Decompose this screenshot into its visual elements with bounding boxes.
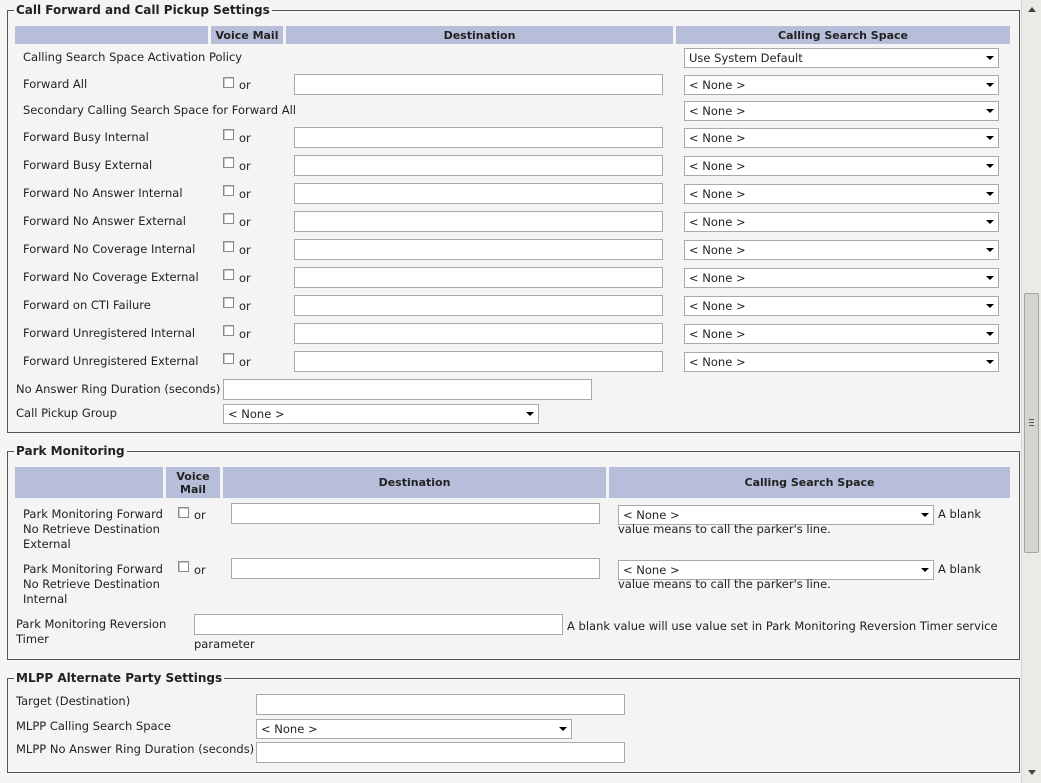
or-text: or (239, 355, 251, 369)
mlpp-ring-duration-label: MLPP No Answer Ring Duration (seconds) (16, 742, 255, 756)
or-text: or (239, 131, 251, 145)
activation-policy-select[interactable] (684, 48, 999, 68)
grip-line (1029, 419, 1034, 420)
css-select-forward-no-answer-internal[interactable] (684, 184, 999, 204)
css-select-forward-no-answer-external[interactable] (684, 212, 999, 232)
destination-input-forward-unregistered-external[interactable] (294, 351, 663, 372)
or-text: or (194, 563, 206, 577)
pickup-group-select[interactable] (223, 404, 539, 424)
row-label-forward-unregistered-external: Forward Unregistered External (23, 354, 199, 368)
css-value: < None > (689, 299, 746, 313)
pm-timer-label: Park Monitoring Reversion Timer (16, 617, 167, 646)
call-forward-legend: Call Forward and Call Pickup Settings (16, 3, 270, 17)
row-label-forward-busy-external: Forward Busy External (23, 158, 153, 172)
css-select-forward-unregistered-external[interactable] (684, 352, 999, 372)
arrow-down-icon (1024, 764, 1040, 780)
css-value: < None > (623, 508, 680, 522)
row-label-forward-cti-failure: Forward on CTI Failure (23, 298, 151, 312)
chevron-down-icon (986, 220, 994, 224)
pm-header-spacer (15, 467, 163, 498)
chevron-down-icon (986, 360, 994, 364)
scrollbar-thumb[interactable] (1024, 293, 1039, 553)
css-select-forward-unregistered-internal[interactable] (684, 324, 999, 344)
destination-input-forward-no-answer-external[interactable] (294, 211, 663, 232)
voicemail-checkbox-forward-busy-internal[interactable] (223, 129, 234, 140)
row-label-forward-unregistered-internal: Forward Unregistered Internal (23, 326, 196, 340)
mlpp-css-label: MLPP Calling Search Space (16, 719, 171, 733)
chevron-down-icon (526, 412, 534, 416)
ring-duration-label: No Answer Ring Duration (seconds) (16, 382, 221, 396)
pm-note-internal: A blank value means to call the parker's line. (618, 562, 982, 591)
or-text: or (239, 78, 251, 92)
chevron-down-icon (986, 56, 994, 60)
css-select-forward-cti-failure[interactable] (684, 296, 999, 316)
grip-line (1029, 425, 1034, 426)
pickup-group-value: < None > (228, 407, 285, 421)
header-voice-mail: Voice Mail (211, 26, 283, 44)
css-value: < None > (689, 104, 746, 118)
row-label-secondary-css: Secondary Calling Search Space for Forward All (23, 103, 296, 117)
pm-header-voice-mail: Voice Mail (166, 467, 220, 498)
voicemail-checkbox-forward-unregistered-external[interactable] (223, 353, 234, 364)
or-text: or (239, 243, 251, 257)
pm-timer-note: A blank value will use value set in Park Monitoring Reversion Timer service parameter (194, 619, 998, 651)
css-value: < None > (689, 355, 746, 369)
mlpp-target-label: Target (Destination) (16, 694, 131, 708)
chevron-down-icon (986, 304, 994, 308)
pm-voicemail-checkbox-external[interactable] (178, 507, 189, 518)
header-calling-search-space: Calling Search Space (676, 26, 1010, 44)
css-select-secondary[interactable] (684, 101, 999, 121)
css-value: < None > (689, 159, 746, 173)
row-label-forward-no-answer-external: Forward No Answer External (23, 214, 186, 228)
park-monitoring-legend: Park Monitoring (16, 444, 125, 458)
or-text: or (239, 327, 251, 341)
mlpp-css-select[interactable] (256, 719, 572, 739)
voicemail-checkbox-forward-cti-failure[interactable] (223, 297, 234, 308)
destination-input-forward-busy-external[interactable] (294, 155, 663, 176)
grip-line (1029, 422, 1034, 423)
mlpp-target-input[interactable] (256, 694, 625, 715)
or-text: or (194, 508, 206, 522)
or-text: or (239, 187, 251, 201)
destination-input-forward-no-coverage-internal[interactable] (294, 239, 663, 260)
destination-input-forward-unregistered-internal[interactable] (294, 323, 663, 344)
header-destination: Destination (286, 26, 673, 44)
pm-header-destination: Destination (223, 467, 606, 498)
voicemail-checkbox-forward-unregistered-internal[interactable] (223, 325, 234, 336)
css-select-forward-busy-external[interactable] (684, 156, 999, 176)
chevron-down-icon (986, 276, 994, 280)
pickup-group-label: Call Pickup Group (16, 406, 117, 420)
row-label-forward-no-coverage-external: Forward No Coverage External (23, 270, 199, 284)
pm-row-label-external: Park Monitoring Forward No Retrieve Destination External (23, 507, 163, 551)
css-select-forward-busy-internal[interactable] (684, 128, 999, 148)
css-value: < None > (689, 187, 746, 201)
css-value: < None > (689, 243, 746, 257)
css-value: < None > (623, 563, 680, 577)
activation-policy-label: Calling Search Space Activation Policy (23, 50, 243, 64)
arrow-up-icon (1024, 2, 1040, 18)
chevron-down-icon (986, 136, 994, 140)
scroll-down-button[interactable] (1024, 764, 1040, 780)
or-text: or (239, 271, 251, 285)
destination-input-forward-all[interactable] (294, 74, 663, 95)
or-text: or (239, 299, 251, 313)
or-text: or (239, 159, 251, 173)
chevron-down-icon (986, 192, 994, 196)
vertical-scrollbar[interactable] (1021, 0, 1041, 783)
pm-destination-input-external[interactable] (231, 503, 600, 524)
voicemail-checkbox-forward-busy-external[interactable] (223, 157, 234, 168)
pm-header-calling-search-space: Calling Search Space (609, 467, 1010, 498)
chevron-down-icon (986, 332, 994, 336)
chevron-down-icon (986, 83, 994, 87)
row-label-forward-all: Forward All (23, 77, 88, 91)
activation-policy-value: Use System Default (689, 51, 803, 65)
row-label-forward-busy-internal: Forward Busy Internal (23, 130, 149, 144)
row-label-forward-no-coverage-internal: Forward No Coverage Internal (23, 242, 196, 256)
mlpp-css-value: < None > (261, 722, 318, 736)
css-select-forward-no-coverage-internal[interactable] (684, 240, 999, 260)
pm-destination-input-internal[interactable] (231, 558, 600, 579)
destination-input-forward-busy-internal[interactable] (294, 127, 663, 148)
voicemail-checkbox-forward-all[interactable] (223, 77, 234, 88)
voicemail-checkbox-forward-no-coverage-external[interactable] (223, 269, 234, 280)
chevron-down-icon (559, 727, 567, 731)
voicemail-checkbox-forward-no-coverage-internal[interactable] (223, 241, 234, 252)
pm-note-external: A blank value means to call the parker's line. (618, 507, 982, 536)
voicemail-checkbox-forward-no-answer-external[interactable] (223, 213, 234, 224)
or-text: or (239, 215, 251, 229)
destination-input-forward-no-coverage-external[interactable] (294, 267, 663, 288)
css-value: < None > (689, 215, 746, 229)
chevron-down-icon (986, 109, 994, 113)
destination-input-forward-cti-failure[interactable] (294, 295, 663, 316)
css-value: < None > (689, 327, 746, 341)
mlpp-legend: MLPP Alternate Party Settings (16, 671, 223, 685)
chevron-down-icon (986, 164, 994, 168)
pm-voicemail-checkbox-internal[interactable] (178, 561, 189, 572)
css-value: < None > (689, 78, 746, 92)
chevron-down-icon (986, 248, 994, 252)
ring-duration-input[interactable] (223, 379, 592, 400)
pm-row-label-internal: Park Monitoring Forward No Retrieve Destination Internal (23, 562, 163, 606)
header-spacer (15, 26, 208, 44)
destination-input-forward-no-answer-internal[interactable] (294, 183, 663, 204)
mlpp-ring-duration-input[interactable] (256, 742, 625, 763)
row-label-forward-no-answer-internal: Forward No Answer Internal (23, 186, 183, 200)
css-select-forward-all[interactable] (684, 75, 999, 95)
scroll-up-button[interactable] (1024, 2, 1040, 18)
css-value: < None > (689, 271, 746, 285)
voicemail-checkbox-forward-no-answer-internal[interactable] (223, 185, 234, 196)
css-select-forward-no-coverage-external[interactable] (684, 268, 999, 288)
css-value: < None > (689, 131, 746, 145)
